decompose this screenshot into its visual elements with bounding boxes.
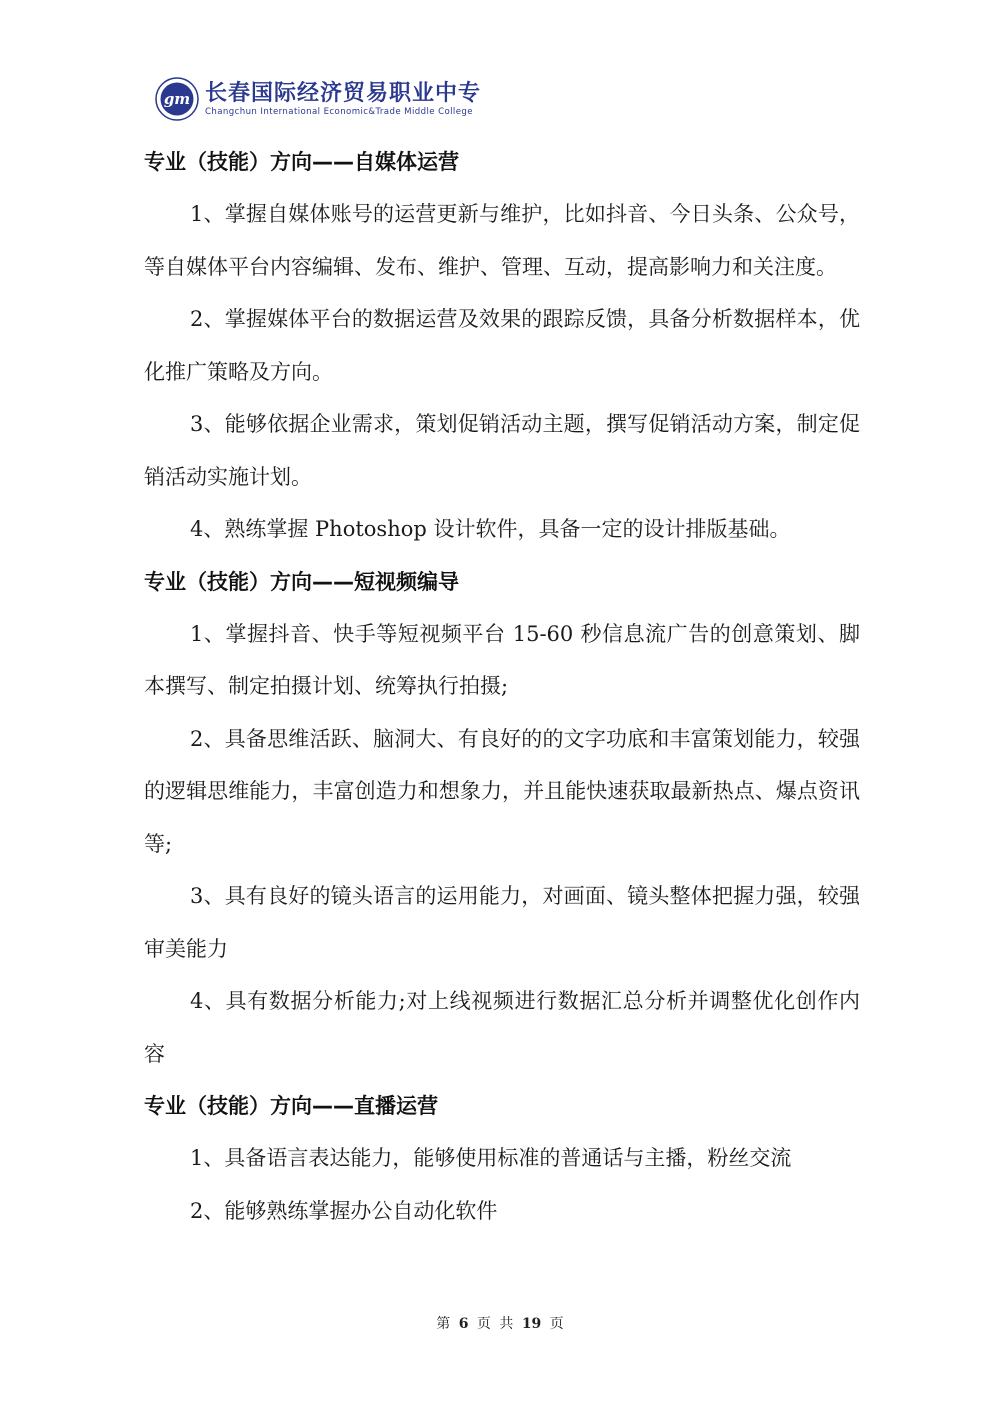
section-self-media: [144, 136, 860, 556]
school-name: 长春国际经济贸易职业中专: [205, 80, 482, 106]
list-item: 2、掌握媒体平台的数据运营及效果的跟踪反馈，具备分析数据样本，优化推广策略及方向。: [144, 307, 860, 384]
current-page-number: 6: [458, 1316, 469, 1332]
section-heading: 专业（技能）方向——自媒体运营: [144, 150, 459, 174]
footer-middle: 页 共: [476, 1316, 514, 1332]
document-body: [144, 136, 860, 1237]
list-item: 4、熟练掌握 Photoshop 设计软件，具备一定的设计排版基础。: [190, 517, 791, 541]
header-text: [205, 80, 481, 118]
document-header: [155, 74, 481, 124]
list-item: 1、掌握抖音、快手等短视频平台 15-60 秒信息流广告的创意策划、脚本撰写、制定拍摄计划、统筹执行拍摄;: [144, 621, 860, 698]
total-pages-number: 19: [521, 1316, 542, 1332]
section-live-streaming: [144, 1080, 860, 1237]
section-heading: 专业（技能）方向——短视频编导: [144, 569, 459, 594]
list-item: 1、掌握自媒体账号的运营更新与维护，比如抖音、今日头条、公众号，等自媒体平台内容编辑、发布、维护、管理、互动，提高影响力和关注度。: [144, 202, 860, 279]
section-heading: 专业（技能）方向——直播运营: [144, 1094, 438, 1118]
footer-suffix: 页: [549, 1316, 564, 1332]
list-item: 2、能够熟练掌握办公自动化软件: [190, 1198, 498, 1223]
school-logo: [155, 77, 199, 121]
section-short-video: [144, 556, 860, 1081]
school-name-en: Changchun International Economic&Trade Middle College: [205, 107, 473, 117]
footer-prefix: 第: [436, 1316, 451, 1332]
page-footer: [0, 1313, 1000, 1333]
list-item: 1、具备语言表达能力，能够使用标准的普通话与主播，粉丝交流: [190, 1146, 792, 1170]
list-item: 2、具备思维活跃、脑洞大、有良好的的文字功底和丰富策划能力，较强的逻辑思维能力，丰富创造力和想象力，并且能快速获取最新热点、爆点资讯等;: [144, 726, 860, 856]
logo-text: gm: [163, 90, 191, 108]
list-item: 3、具有良好的镜头语言的运用能力，对画面、镜头整体把握力强，较强审美能力: [144, 884, 860, 961]
list-item: 4、具有数据分析能力;对上线视频进行数据汇总分析并调整优化创作内容: [144, 989, 860, 1066]
list-item: 3、能够依据企业需求，策划促销活动主题，撰写促销活动方案，制定促销活动实施计划。: [144, 412, 860, 489]
